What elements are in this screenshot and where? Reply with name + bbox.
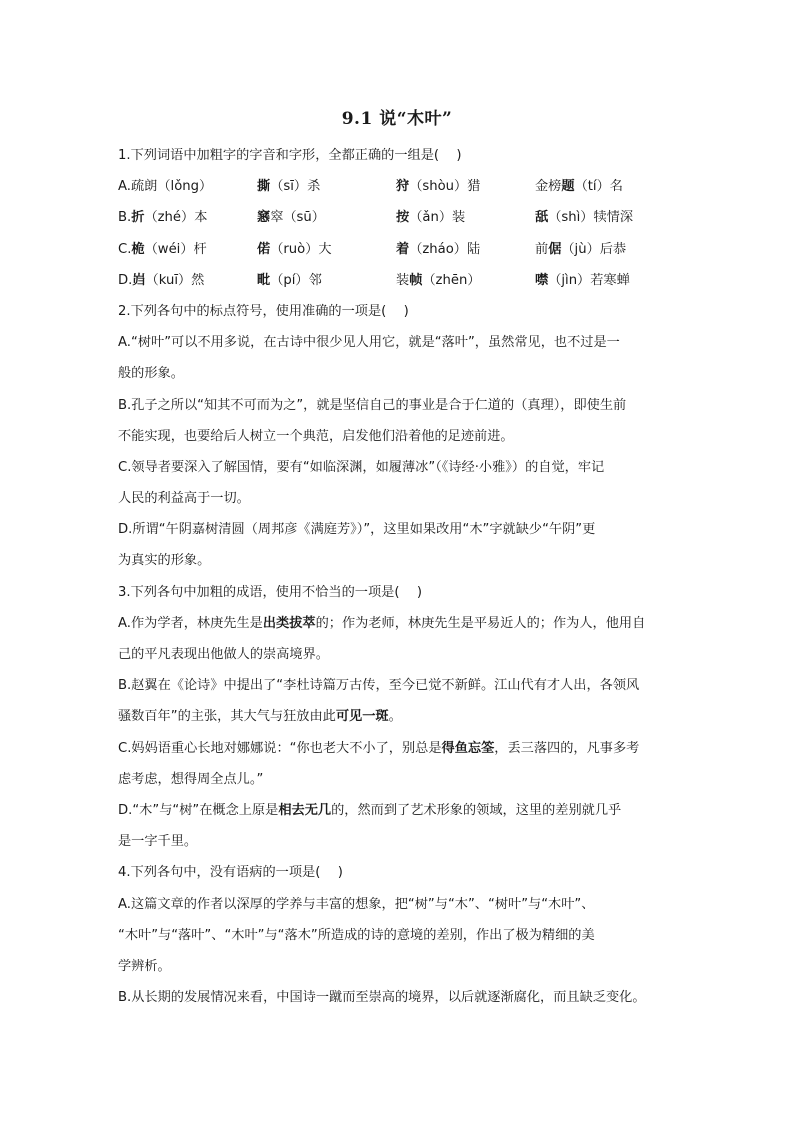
bold-idiom: 相去无几 — [278, 802, 332, 818]
bold-char: 撕 — [257, 179, 271, 195]
text-segment: （zhēn） — [422, 272, 481, 288]
option-d-item-2 — [257, 265, 396, 296]
page-title: 9.1 说“木叶” — [341, 109, 453, 129]
question-3-option-c-line-2: 虑考虑，想得周全点儿。” — [118, 771, 264, 787]
bold-char: 窸 — [257, 210, 271, 226]
text-segment: A.疏朗（lǒng） — [118, 179, 213, 195]
bold-char: 按 — [396, 210, 410, 226]
option-c-item-3 — [396, 234, 535, 265]
text-segment: 骚数百年”的主张，其大气与狂放由此 — [118, 709, 336, 725]
bold-char: 题 — [561, 179, 575, 195]
question-3-option-d-line-1 — [118, 795, 680, 826]
option-b-item-1 — [118, 202, 257, 233]
question-2-option-d-line-1: D.所谓“午阴嘉树清圆（周邦彦《满庭芳》）”，这里如果改用“木”字就缺少“午阴”更 — [118, 522, 596, 538]
bold-idiom: 可见一斑 — [335, 709, 389, 725]
option-a-item-3 — [396, 171, 535, 202]
question-3-option-c-line-1 — [118, 733, 680, 764]
question-1-option-row-d — [118, 265, 680, 296]
question-3-option-d-line-2: 是一字千里。 — [118, 834, 198, 850]
bold-idiom: 出类拔萃 — [262, 615, 316, 631]
text-segment: 。 — [388, 709, 402, 725]
text-segment: ，丢三落四的，凡事多考 — [494, 740, 640, 756]
text-segment: （jù）后恭 — [561, 241, 627, 257]
question-4-stem: 4.下列各句中，没有语病的一项是( ) — [118, 865, 343, 881]
question-1-option-row-c — [118, 234, 680, 265]
question-2-option-c-line-1: C.领导者要深入了解国情，要有“如临深渊，如履薄冰”（《诗经·小雅》）的自觉，牢记 — [118, 459, 605, 475]
question-2-option-b-line-1: B.孔子之所以“知其不可而为之”，就是坚信自己的事业是合于仁道的（真理），即使生前 — [118, 397, 627, 413]
option-d-item-1 — [118, 265, 257, 296]
question-1-option-row-b — [118, 202, 680, 233]
question-3-option-b-line-2 — [118, 701, 680, 732]
option-b-item-4 — [535, 202, 680, 233]
question-1-option-row-a — [118, 171, 680, 202]
question-2-option-d-line-2: 为真实的形象。 — [118, 553, 211, 569]
option-b-item-3 — [396, 202, 535, 233]
option-b-item-2 — [257, 202, 396, 233]
text-segment: （kuī）然 — [145, 272, 205, 288]
text-segment: （zhé）本 — [144, 210, 208, 226]
question-4-option-a-line-3: 学辨析。 — [118, 958, 171, 974]
option-c-item-1 — [118, 234, 257, 265]
bold-char: 舐 — [535, 210, 549, 226]
question-2-option-a-line-2: 般的形象。 — [118, 366, 184, 382]
question-3-option-a-line-1 — [118, 608, 680, 639]
question-3-option-b-line-1: B.赵翼在《论诗》中提出了“李杜诗篇万古传，至今已觉不新鲜。江山代有才人出，各领风 — [118, 678, 640, 694]
option-d-item-4 — [535, 265, 680, 296]
text-segment: 窣（sū） — [270, 210, 325, 226]
bold-char: 着 — [396, 241, 410, 257]
text-segment: 金榜 — [535, 179, 562, 195]
question-2-stem: 2.下列各句中的标点符号，使用准确的一项是( ) — [118, 303, 409, 319]
option-c-item-2 — [257, 234, 396, 265]
text-segment: D. — [118, 272, 133, 288]
text-segment: （sī）杀 — [270, 179, 321, 195]
text-segment: 的；作为老师，林庚先生是平易近人的；作为人，他用自 — [315, 615, 646, 631]
text-segment: （shì）犊情深 — [548, 210, 634, 226]
option-a-item-4 — [535, 171, 680, 202]
text-segment: D.“木”与“树”在概念上原是 — [118, 802, 279, 818]
bold-char: 噤 — [535, 272, 549, 288]
text-segment: （ruò）大 — [270, 241, 332, 257]
option-a-item-1 — [118, 171, 257, 202]
text-segment: （jìn）若寒蝉 — [548, 272, 630, 288]
question-2-option-a-line-1: A.“树叶”可以不用多说，在古诗中很少见人用它，就是“落叶”，虽然常见，也不过是一 — [118, 335, 620, 351]
option-d-item-3 — [396, 265, 535, 296]
question-3-option-a-line-2: 己的平凡表现出他做人的崇高境界。 — [118, 647, 329, 662]
text-segment: （pí）邻 — [270, 272, 322, 288]
question-4-option-a-line-1: A.这篇文章的作者以深厚的学养与丰富的想象，把“树”与“木”、“树叶”与“木叶”、 — [118, 896, 595, 912]
question-4-option-a-line-2: “木叶”与“落叶”、“木叶”与“落木”所造成的诗的意境的差别，作出了极为精细的美 — [118, 927, 595, 943]
bold-char: 倨 — [548, 241, 562, 257]
text-segment: B. — [118, 210, 132, 226]
bold-char: 帧 — [409, 272, 423, 288]
bold-idiom: 得鱼忘筌 — [441, 740, 495, 756]
bold-char: 狩 — [396, 179, 410, 195]
text-segment: 的，然而到了艺术形象的领域，这里的差别就几乎 — [331, 802, 622, 818]
question-1-stem: 1.下列词语中加粗字的字音和字形，全都正确的一组是( ) — [118, 148, 462, 163]
text-segment: （ǎn）装 — [409, 210, 466, 226]
bold-char: 毗 — [257, 272, 271, 288]
option-a-item-2 — [257, 171, 396, 202]
question-3-stem: 3.下列各句中加粗的成语，使用不恰当的一项是( ) — [118, 584, 422, 600]
bold-char: 折 — [131, 210, 145, 226]
text-segment: A.作为学者，林庚先生是 — [118, 615, 263, 631]
text-segment: 装 — [396, 272, 410, 288]
text-segment: （shòu）猎 — [409, 179, 481, 195]
text-segment: （tí）名 — [574, 179, 623, 195]
text-segment: （wéi）杆 — [144, 241, 207, 257]
question-2-option-c-line-2: 人民的利益高于一切。 — [118, 491, 250, 507]
text-segment: C. — [118, 241, 132, 257]
question-2-option-b-line-2: 不能实现，也要给后人树立一个典范，启发他们沿着他的足迹前进。 — [118, 428, 514, 444]
bold-char: 偌 — [257, 241, 271, 257]
text-segment: 前 — [535, 241, 549, 257]
text-segment: （zháo）陆 — [409, 241, 481, 257]
exercise-content — [118, 140, 680, 1013]
text-segment: C.妈妈语重心长地对娜娜说：“你也老大不小了，别总是 — [118, 740, 442, 756]
bold-char: 岿 — [132, 272, 146, 288]
option-c-item-4 — [535, 234, 680, 265]
bold-char: 桅 — [131, 241, 145, 257]
question-4-option-b-line-1: B.从长期的发展情况来看，中国诗一蹴而至崇高的境界，以后就逐渐腐化，而且缺乏变化。 — [118, 990, 646, 1006]
